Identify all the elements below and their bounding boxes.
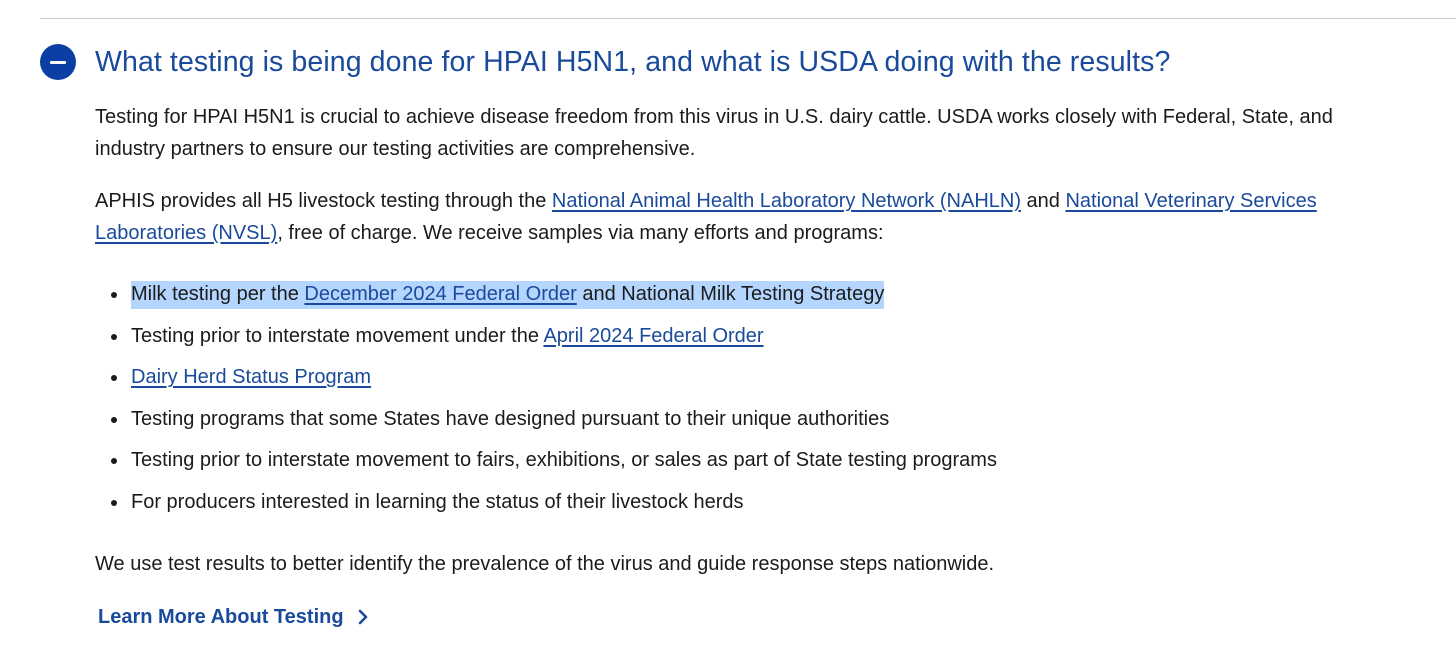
list-item-text: Milk testing per the [131,283,305,305]
selected-text [131,281,884,309]
minus-icon[interactable] [40,44,76,80]
accordion-header[interactable] [40,42,1170,82]
list-item: For producers interested in learning the status of their livestock herds [131,486,1331,528]
results-paragraph: We use test results to better identify the prevalence of the virus and guide response steps nationwide. [95,553,995,575]
list-item: Testing programs that some States have designed pursuant to their unique authorities [131,403,1331,445]
april-2024-order-link[interactable]: April 2024 Federal Order [543,324,764,347]
nvsl-link[interactable]: National Veterinary Services Laboratories (NVSL) [95,190,1317,244]
paragraph-text: , free of charge. We receive samples via many efforts and programs: [277,222,884,244]
list-item-text: and National Milk Testing Strategy [576,283,885,305]
paragraph-text: and [1021,190,1066,212]
list-item [131,278,1331,320]
list-item-text: Testing prior to interstate movement under the [131,324,544,347]
dairy-herd-status-link[interactable]: Dairy Herd Status Program [131,366,372,389]
accordion-title[interactable]: What testing is being done for HPAI H5N1, and what is USDA doing with the results? [95,46,1171,78]
december-2024-order-link[interactable]: December 2024 Federal Order [304,283,577,305]
programs-list [95,278,1331,528]
learn-more-label: Learn More About Testing [98,606,344,628]
paragraph-text: APHIS provides all H5 livestock testing through the [95,190,552,212]
nahln-link[interactable]: National Animal Health Laboratory Network (NAHLN) [551,190,1021,212]
learn-more-link[interactable] [98,601,368,633]
list-item [131,361,1331,403]
testing-paragraph [95,185,1385,249]
chevron-right-icon [358,609,368,625]
divider [40,18,1456,19]
intro-paragraph: Testing for HPAI H5N1 is crucial to achieve disease freedom from this virus in U.S. dairy cattle. USDA works closely with Federal, State, and industry partners to ensure our testing activities are comprehensive. [95,106,1333,160]
list-item [131,320,1331,362]
list-item: Testing prior to interstate movement to fairs, exhibitions, or sales as part of State testing programs [131,444,1331,486]
